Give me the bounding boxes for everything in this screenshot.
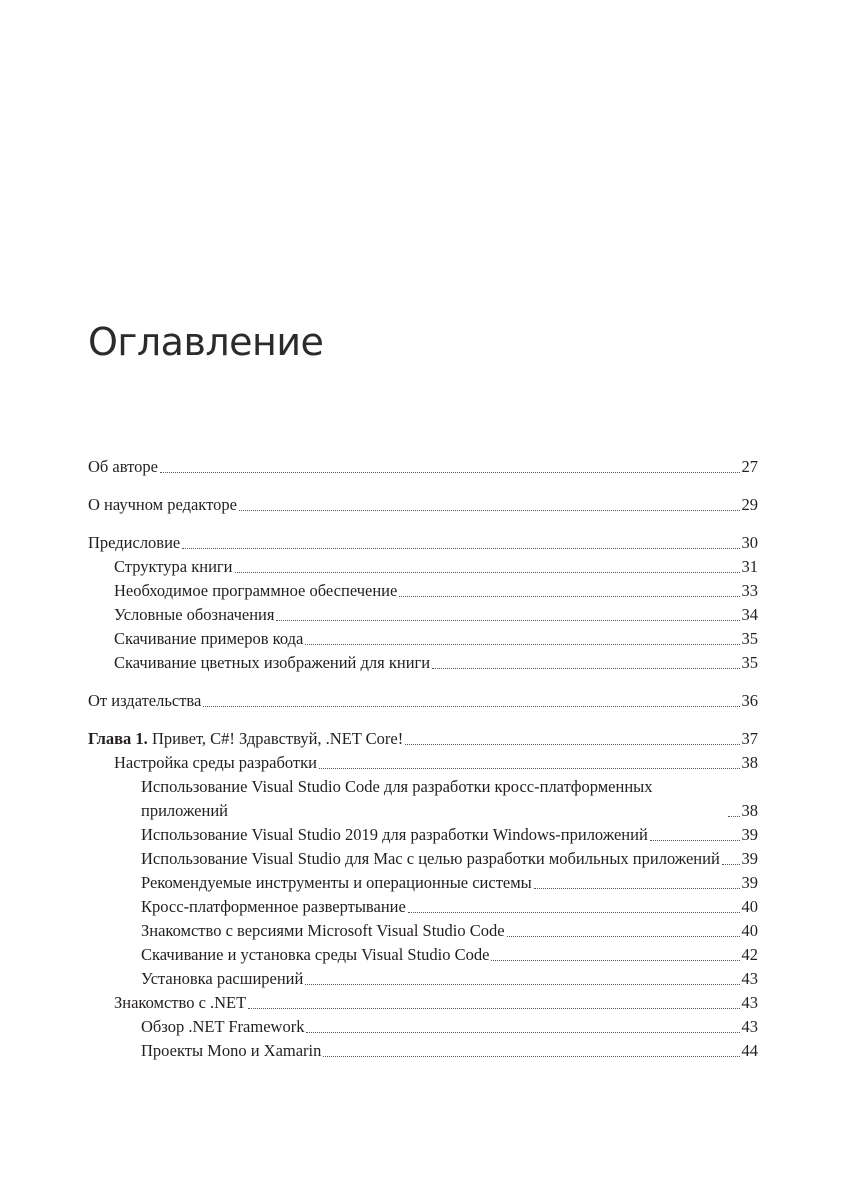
toc-entry-text: Знакомство с версиями Microsoft Visual Studio Code [141,921,505,940]
toc-entry[interactable] [88,531,758,555]
toc-page-number: 39 [741,849,758,868]
page-title: Оглавление [88,320,324,364]
toc-entry-text: Скачивание и установка среды Visual Studio Code [141,945,490,964]
toc-entry-text: Знакомство с .NET [114,993,247,1012]
toc-entry-text: Обзор .NET Framework [141,1017,305,1036]
toc-entry[interactable] [88,651,758,675]
toc-entry-title [114,603,274,627]
toc-entry[interactable] [88,627,758,651]
toc-entry-text: О научном редакторе [88,495,237,514]
toc-entry-text: Скачивание цветных изображений для книги [114,653,431,672]
toc-entry-text: Предисловие [88,533,181,552]
dot-leader [235,572,740,573]
toc-entry-title [141,895,406,919]
toc-page-number: 37 [741,729,758,748]
toc-entry-title [114,579,397,603]
toc-entry-title [141,823,648,847]
toc-entry-text: Установка расширений [141,969,304,988]
toc-page-number: 40 [741,897,758,916]
dot-leader [182,548,739,549]
toc-entry[interactable] [88,823,758,847]
table-of-contents [88,455,758,1063]
toc-page-number: 43 [741,969,758,988]
toc-page-number: 39 [741,825,758,844]
toc-entry-text: Использование Visual Studio для Mac с целью разработки мобильных приложений [141,849,720,868]
toc-page-number: 43 [741,993,758,1012]
dot-leader [248,1008,739,1009]
toc-entry-title [88,455,158,479]
toc-entry-text: Использование Visual Studio Code для разработки кросс-платформенных приложений [141,777,653,820]
toc-page-number: 31 [741,557,758,576]
dot-leader [491,960,739,961]
toc-entry-text: Об авторе [88,457,158,476]
toc-page-number: 36 [741,691,758,710]
toc-entry-title [114,991,246,1015]
toc-page-number: 35 [741,629,758,648]
toc-entry[interactable] [88,727,758,751]
toc-page-number: 44 [741,1041,758,1060]
dot-leader [305,984,739,985]
toc-entry-text: Рекомендуемые инструменты и операционные системы [141,873,532,892]
toc-entry[interactable] [88,871,758,895]
toc-page-number: 38 [741,753,758,772]
dot-leader [408,912,740,913]
toc-entry[interactable] [88,991,758,1015]
toc-entry-title [141,919,505,943]
toc-entry-title [114,651,430,675]
toc-entry[interactable] [88,919,758,943]
dot-leader [650,840,740,841]
dot-leader [722,864,740,865]
toc-page-number: 39 [741,873,758,892]
toc-entry-text: От издательства [88,691,202,710]
toc-entry-title [88,727,403,751]
dot-leader [306,1032,739,1033]
toc-entry[interactable] [88,967,758,991]
toc-entry-text: Использование Visual Studio 2019 для разработки Windows-приложений [141,825,648,844]
toc-page-number: 42 [741,945,758,964]
toc-entry[interactable] [88,579,758,603]
toc-entry[interactable] [88,847,758,871]
dot-leader [276,620,739,621]
dot-leader [239,510,740,511]
toc-page-number: 43 [741,1017,758,1036]
toc-entry-title [141,943,489,967]
toc-page-number: 40 [741,921,758,940]
toc-entry-title [114,751,317,775]
toc-entry-title [141,847,720,871]
toc-entry-title [88,531,180,555]
toc-page-number: 27 [741,457,758,476]
toc-entry[interactable] [88,1039,758,1063]
toc-entry-title [114,627,303,651]
dot-leader [534,888,740,889]
toc-entry[interactable] [88,775,758,823]
toc-entry[interactable] [88,603,758,627]
toc-entry[interactable] [88,493,758,517]
toc-entry[interactable] [88,751,758,775]
toc-entry-title [141,871,532,895]
dot-leader [507,936,740,937]
toc-page-number: 38 [741,801,758,820]
toc-entry-title [141,1015,304,1039]
chapter-label: Глава 1. [88,729,148,748]
dot-leader [203,706,739,707]
toc-entry-title [141,1039,321,1063]
toc-entry-title [141,967,303,991]
dot-leader [160,472,740,473]
dot-leader [323,1056,739,1057]
toc-page-number: 29 [741,495,758,514]
toc-entry-text: Скачивание примеров кода [114,629,304,648]
toc-page-number: 34 [741,605,758,624]
toc-entry-title [141,775,726,823]
toc-entry[interactable] [88,1015,758,1039]
toc-page-number: 33 [741,581,758,600]
toc-entry[interactable] [88,943,758,967]
toc-entry-text: Условные обозначения [114,605,275,624]
toc-entry[interactable] [88,689,758,713]
toc-entry-title [88,689,201,713]
toc-entry-text: Необходимое программное обеспечение [114,581,398,600]
dot-leader [319,768,740,769]
toc-page-number: 35 [741,653,758,672]
toc-entry[interactable] [88,555,758,579]
toc-entry-text: Структура книги [114,557,233,576]
toc-entry-title [114,555,233,579]
dot-leader [728,816,740,817]
dot-leader [432,668,739,669]
toc-entry-text: Проекты Mono и Xamarin [141,1041,322,1060]
toc-entry-title [88,493,237,517]
dot-leader [399,596,739,597]
dot-leader [305,644,739,645]
dot-leader [405,744,739,745]
toc-entry-text: Привет, C#! Здравствуй, .NET Core! [151,729,404,748]
toc-page-number: 30 [741,533,758,552]
toc-entry[interactable] [88,895,758,919]
toc-entry[interactable] [88,455,758,479]
toc-entry-text: Кросс-платформенное развертывание [141,897,406,916]
toc-entry-text: Настройка среды разработки [114,753,317,772]
